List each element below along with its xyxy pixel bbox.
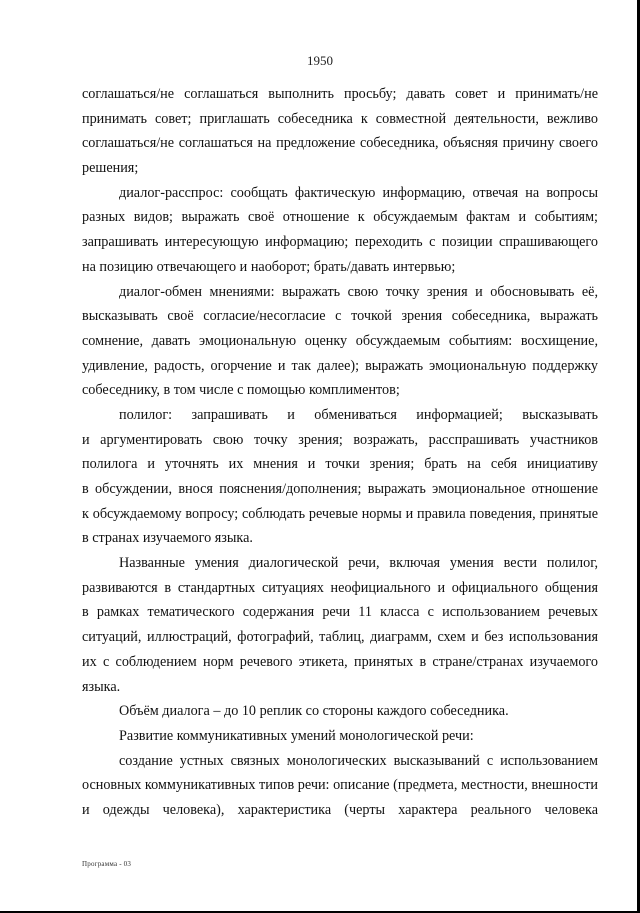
text-line: создание устных связных монологических высказываний с использованием bbox=[119, 752, 598, 769]
text-line: основных коммуникативных типов речи: описание (предмета, местности, внешности bbox=[82, 777, 598, 794]
text-line: диалог-расспрос: сообщать фактическую информацию, отвечая на вопросы bbox=[119, 184, 598, 201]
text-line: ситуаций, иллюстраций, фотографий, таблиц, диаграмм, схем и без использования bbox=[82, 629, 598, 646]
text-line: высказывать своё согласие/несогласие с точкой зрения собеседника, выражать bbox=[82, 308, 598, 325]
text-line: соглашаться/не соглашаться на предложение собеседника, объясняя причину своего bbox=[82, 135, 598, 152]
text-line: сомнение, давать эмоциональную оценку обсуждаемым событиям: восхищение, bbox=[82, 332, 598, 349]
text-line: и одежды человека), характеристика (черты характера реального человека bbox=[82, 801, 598, 818]
text-line: принимать совет; приглашать собеседника к совместной деятельности, вежливо bbox=[82, 110, 598, 127]
text-line: их с соблюдением норм речевого этикета, принятых в стране/странах изучаемого bbox=[82, 653, 598, 670]
text-line: диалог-обмен мнениями: выражать свою точку зрения и обосновывать её, bbox=[119, 283, 598, 300]
footer-label: Программа - 03 bbox=[82, 860, 132, 868]
text-line: запрашивать интересующую информацию; переходить с позиции спрашивающего bbox=[82, 234, 598, 251]
document-body bbox=[82, 82, 598, 823]
text-line: к обсуждаемому вопросу; соблюдать речевые нормы и правила поведения, принятые bbox=[82, 505, 598, 522]
text-line: разных видов; выражать своё отношение к обсуждаемым фактам и событиям; bbox=[82, 209, 598, 226]
text-line: Объём диалога – до 10 реплик со стороны каждого собеседника. bbox=[119, 703, 509, 720]
text-line: соглашаться/не соглашаться выполнить просьбу; давать совет и принимать/не bbox=[82, 86, 598, 102]
text-line: в странах изучаемого языка. bbox=[82, 530, 253, 547]
text-line: собеседнику, в том числе с помощью комплиментов; bbox=[82, 382, 400, 399]
text-line: решения; bbox=[82, 160, 139, 177]
text-line: Развитие коммуникативных умений монологической речи: bbox=[119, 727, 474, 744]
text-line: в рамках тематического содержания речи 11 класса с использованием речевых bbox=[82, 604, 598, 621]
text-line: и аргументировать свою точку зрения; возражать, расспрашивать участников bbox=[82, 431, 598, 448]
text-line: развиваются в стандартных ситуациях неофициального и официального общения bbox=[82, 579, 598, 596]
text-line: полилог: запрашивать и обмениваться информацией; высказывать bbox=[119, 406, 598, 423]
text-line: в обсуждении, внося пояснения/дополнения; выражать эмоциональное отношение bbox=[82, 481, 598, 497]
text-line: полилога и уточнять их мнения и точки зрения; брать на себя инициативу bbox=[82, 456, 598, 473]
text-line: на позицию отвечающего и наоборот; брать/давать интервью; bbox=[82, 258, 456, 275]
text-line: языка. bbox=[82, 678, 121, 695]
text-line: Названные умения диалогической речи, включая умения вести полилог, bbox=[119, 555, 598, 572]
page-number: 1950 bbox=[307, 53, 333, 68]
text-line: удивление, радость, огорчение и так далее); выражать эмоциональную поддержку bbox=[82, 357, 598, 374]
